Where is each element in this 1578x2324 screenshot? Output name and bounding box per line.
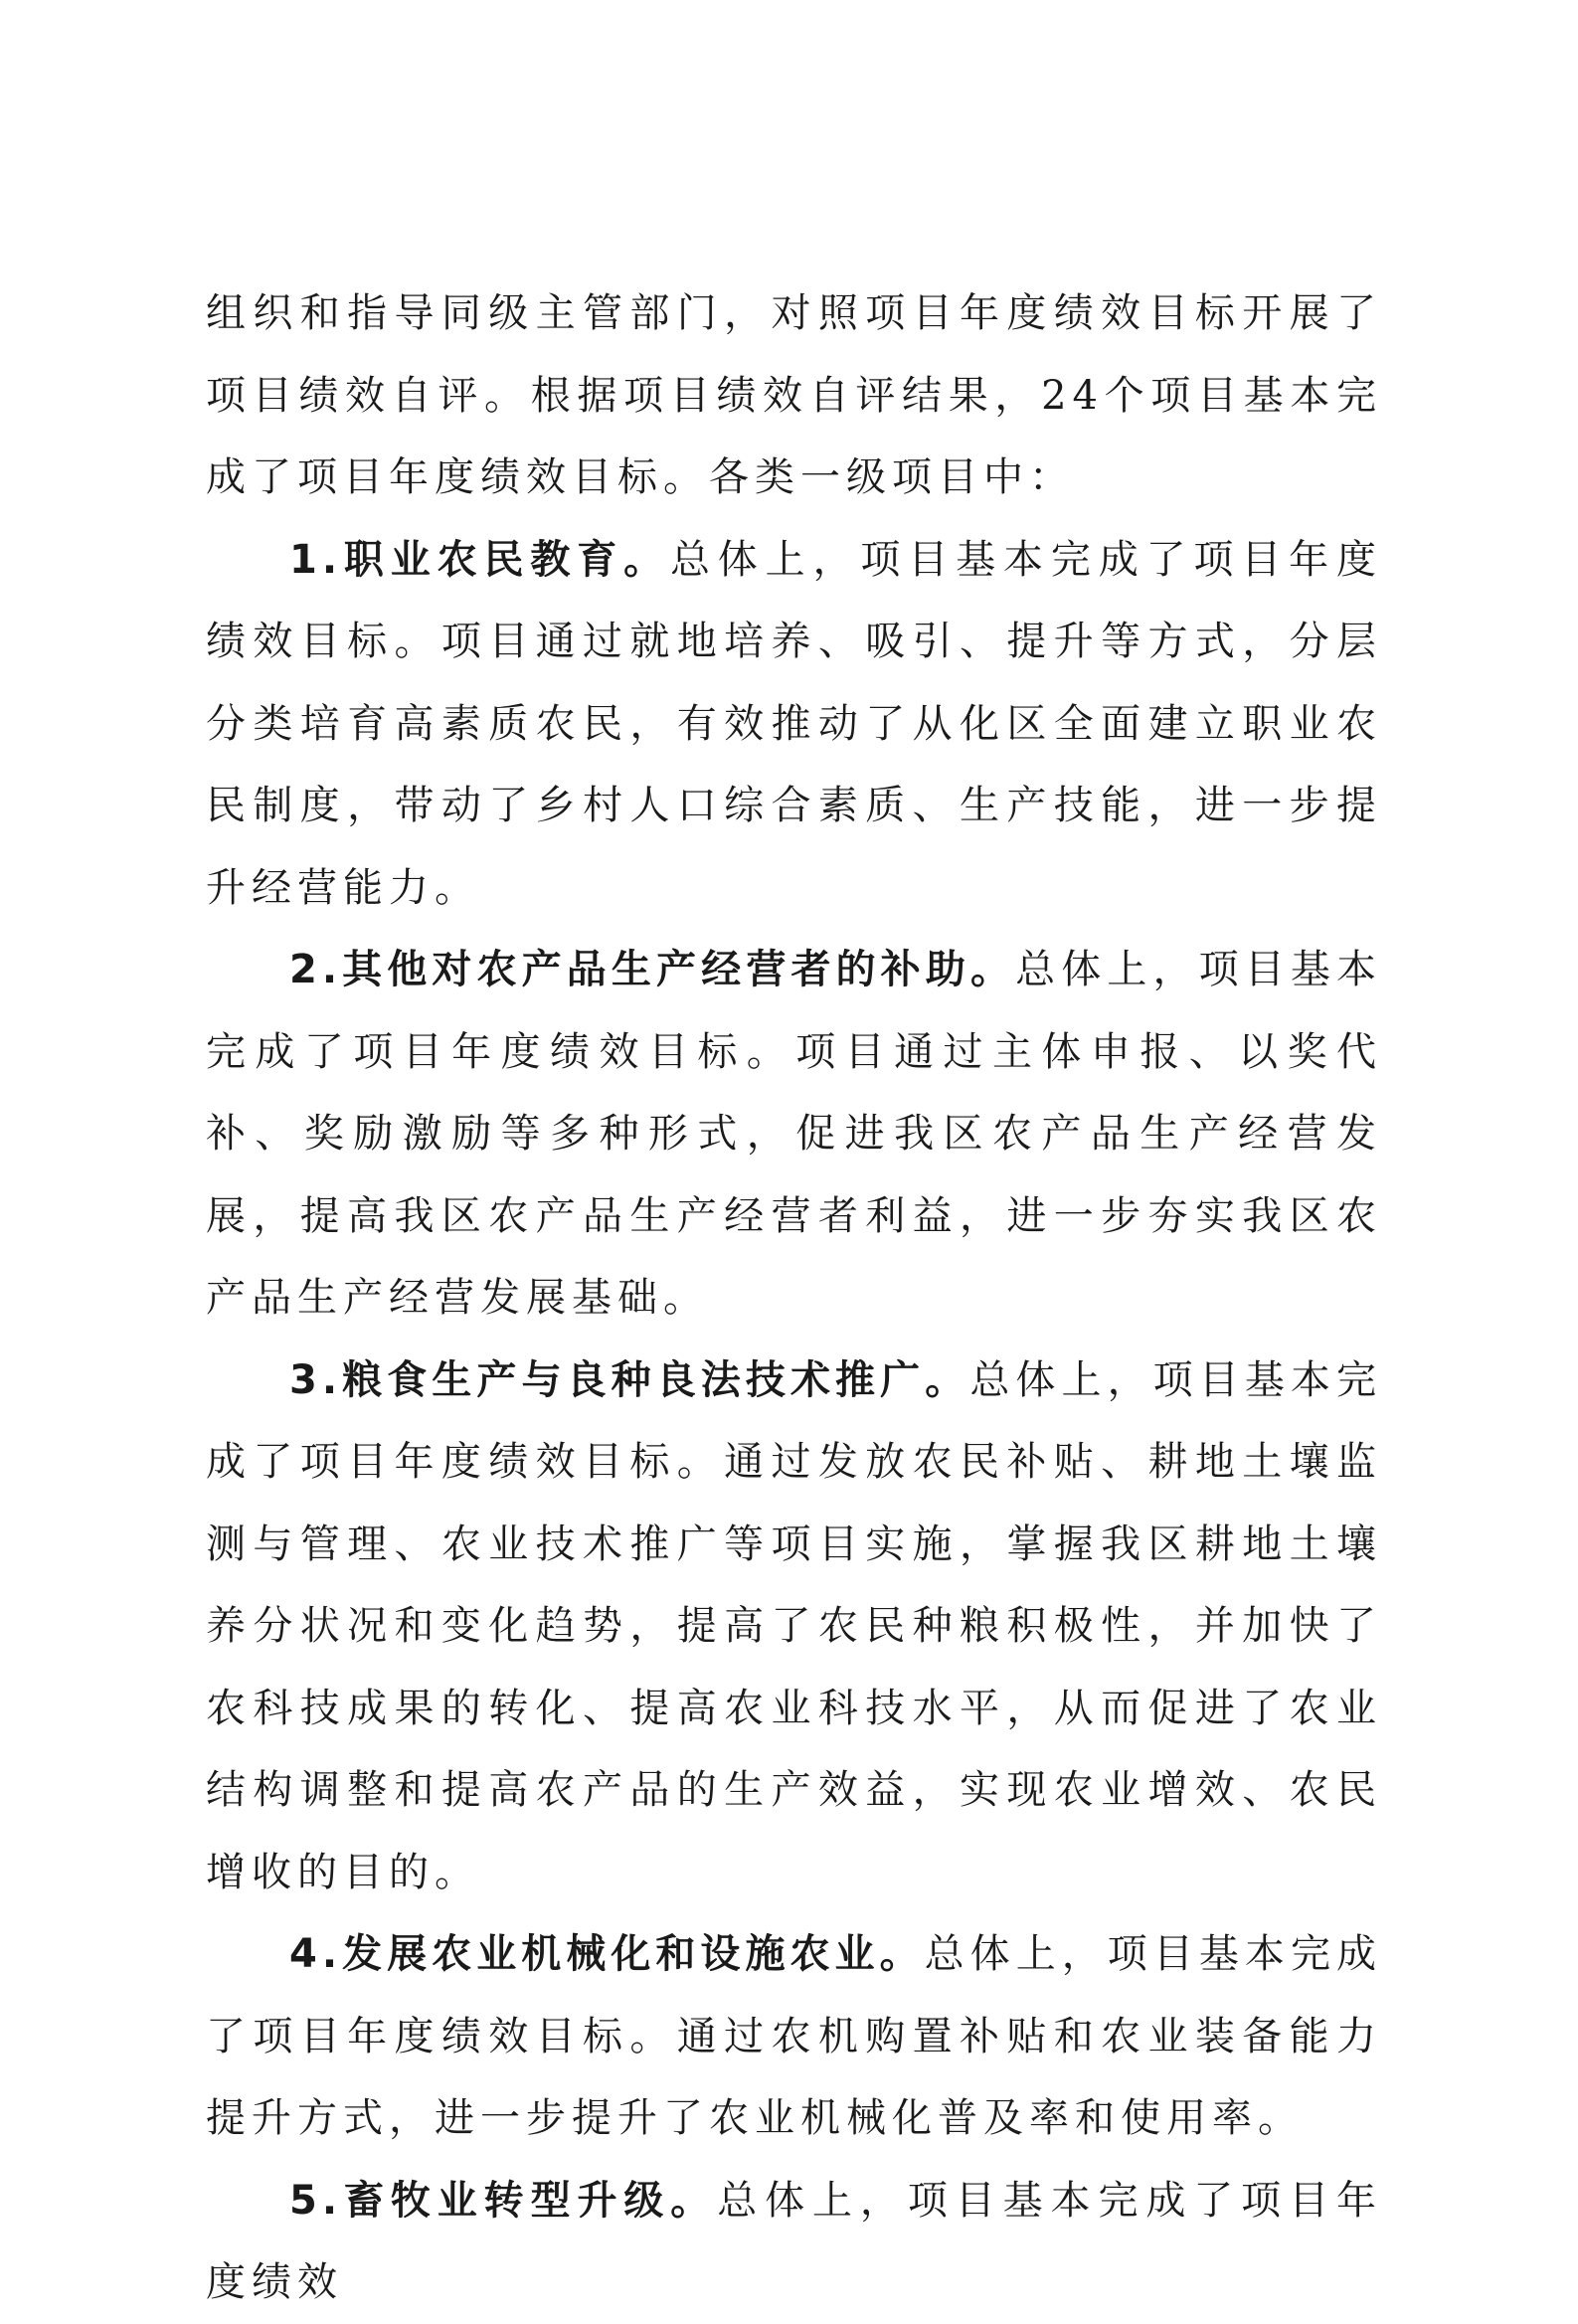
item-body-1: 总体上，项目基本完成了项目年度绩效目标。项目通过就地培养、吸引、提升等方式，分层分类培育高素质农民，有效推动了从化区全面建立职业农民制度，带动了乡村人口综合素质、生产技能，进一步提升经营能力。 [206, 536, 1383, 911]
item-heading-3: 3.粮食生产与良种良法技术推广。 [289, 1356, 970, 1403]
item-heading-2: 2.其他对农产品生产经营者的补助。 [289, 947, 1016, 992]
item-body-3: 总体上，项目基本完成了项目年度绩效目标。通过发放农民补贴、耕地土壤监测与管理、农业技术推广等项目实施，掌握我区耕地土壤养分状况和变化趋势，提高了农民种粮积极性，并加快了农科技成果的转化、提高农业科技水平，从而促进了农业结构调整和提高农产品的生产效益，实现农业增效、农民增收的目的。 [206, 1356, 1382, 1895]
item-heading-1: 1.职业农民教育。 [289, 536, 670, 583]
item-paragraph-1 [206, 519, 1382, 930]
document-page [206, 272, 1382, 2324]
item-heading-4: 4.发展农业机械化和设施农业。 [289, 1931, 925, 1977]
item-heading-5: 5.畜牧业转型升级。 [289, 2177, 718, 2224]
item-paragraph-3 [206, 1340, 1382, 1914]
item-paragraph-2 [206, 929, 1382, 1340]
item-body-5: 总体上，项目基本完成了项目年度绩效 [206, 2177, 1383, 2305]
item-body-4: 总体上，项目基本完成了项目年度绩效目标。通过农机购置补贴和农业装备能力提升方式，进一步提升了农业机械化普及率和使用率。 [206, 1931, 1383, 2141]
intro-paragraph: 组织和指导同级主管部门，对照项目年度绩效目标开展了项目绩效自评。根据项目绩效自评结果，24个项目基本完成了项目年度绩效目标。各类一级项目中： [206, 290, 1382, 500]
item-body-2: 总体上，项目基本完成了项目年度绩效目标。项目通过主体申报、以奖代补、奖励激励等多种形式，促进我区农产品生产经营发展，提高我区农产品生产经营者利益，进一步夯实我区农产品生产经营发展基础。 [206, 947, 1382, 1321]
item-paragraph-5 [206, 2160, 1382, 2324]
item-paragraph-4 [206, 1913, 1382, 2160]
